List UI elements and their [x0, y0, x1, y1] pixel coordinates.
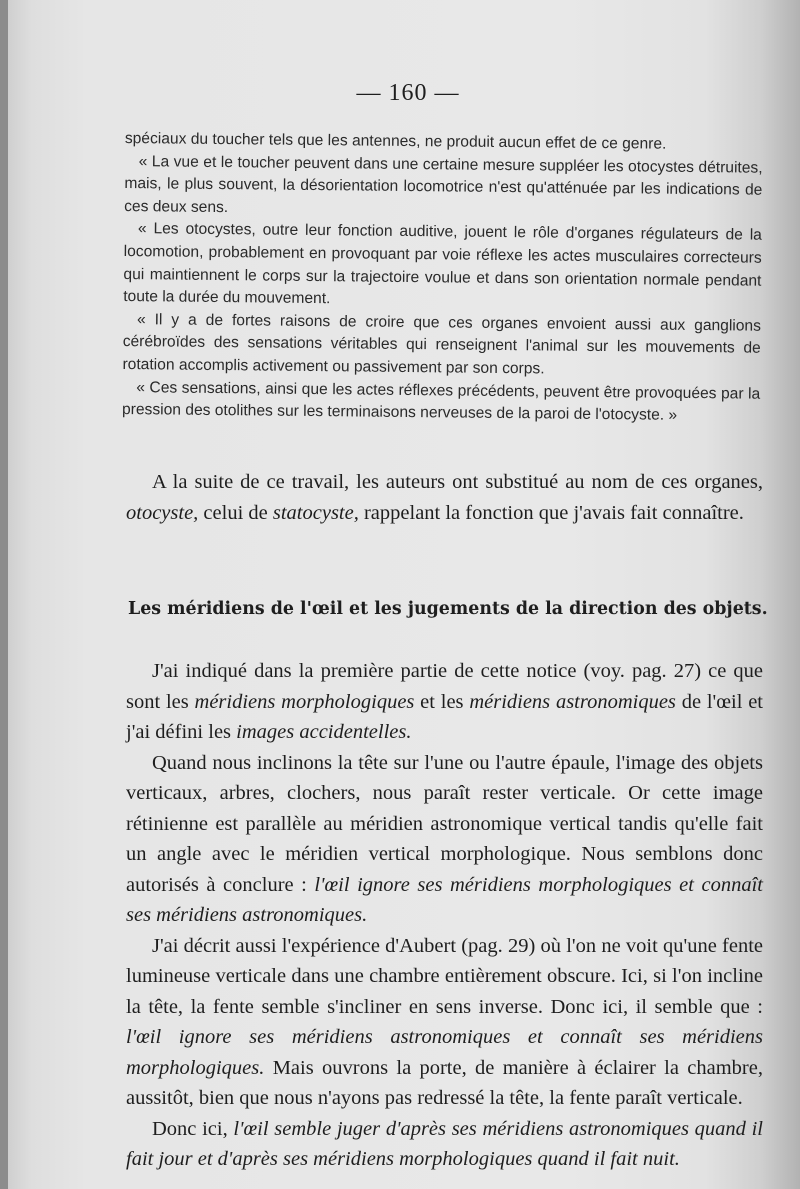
quote-paragraph-2: « La vue et le toucher peuvent dans une certaine mesure suppléer les otocystes détruites, mais, le plus souvent, la désorientation locomotrice n'est qu'atténuée par les indications de ces deux sens. — [124, 152, 763, 216]
italic-text: images accidentelles. — [236, 721, 412, 743]
quote-line-1: spéciaux du toucher tels que les antennes, ne produit aucun effet de ce genre. — [124, 129, 667, 153]
text: Quand nous inclinons la tête sur l'une ou l'autre épaule, l'image des objets verticaux, arbres, clochers, nous paraît rester verticale. Or cette image rétinienne est parallèle au méridien astronomique vertical tandis qu'elle fait un angle avec le méridien vertical morphologique. Nous semblons donc autorisés à conclure : — [126, 751, 763, 896]
paragraph-4 — [126, 1114, 763, 1175]
text: J'ai indiqué dans la première partie de cette notice (voy. pag. 27) ce que sont les — [126, 660, 763, 713]
text: Mais ouvrons la porte, de manière à éclairer la chambre, aussitôt, bien que nous n'ayons pas redressé la tête, la fente paraît verticale. — [126, 1056, 763, 1109]
italic-text: méridiens morphologiques — [194, 690, 415, 713]
section-body — [126, 656, 763, 1175]
text: celui de — [198, 501, 273, 524]
text: A la suite de ce travail, les auteurs ont substitué au nom de ces organes, — [152, 471, 763, 493]
text: Donc ici, — [152, 1117, 234, 1140]
text: de l'œil et j'ai défini les — [126, 690, 763, 743]
paragraph-a-la-suite — [126, 467, 763, 528]
quote-paragraph-4: « Il y a de fortes raisons de croire que ces organes envoient aussi aux ganglions cérébroïdes des sensations véritables qui renseignent l'animal sur les mouvements de rotation accomplis activement ou passivement par son corps. — [122, 310, 762, 378]
paragraph-2 — [126, 748, 763, 931]
page-number: — 160 — — [356, 80, 460, 106]
italic-text: l'œil semble juger d'après ses méridiens astronomiques quand il fait jour et d'après ses méridiens morphologiques quand il fait nuit. — [126, 1117, 763, 1170]
section-heading: Les méridiens de l'œil et les jugements de la direction des objets. — [128, 599, 768, 619]
scanned-page — [8, 0, 800, 1189]
text: J'ai décrit aussi l'expérience d'Aubert (pag. 29) où l'on ne voit qu'une fente lumineuse verticale dans une chambre entièrement obscure. Ici, si l'on incline la tête, la fente semble s'incliner en sens inverse. Donc ici, il semble que : — [126, 934, 763, 1018]
paragraph-1 — [126, 656, 763, 748]
quoted-passage — [122, 128, 763, 428]
text: et les — [414, 690, 470, 713]
italic-text: l'œil ignore ses méridiens morphologiques et connaît ses méridiens astronomiques. — [126, 873, 764, 926]
italic-text: l'œil ignore ses méridiens astronomiques et connaît ses méridiens morphologiques. — [126, 1026, 763, 1079]
italic-text: statocyste, — [272, 501, 359, 524]
quote-paragraph-5: « Ces sensations, ainsi que les actes réflexes précédents, peuvent être provoquées par la pression des otolithes sur les terminaisons nerveuses de la paroi de l'otocyste. » — [121, 378, 761, 424]
italic-text: otocyste, — [126, 501, 199, 524]
text: rappelant la fonction que j'avais fait connaître. — [358, 501, 744, 524]
paragraph-3 — [126, 931, 763, 1114]
italic-text: méridiens astronomiques — [469, 690, 676, 713]
quote-paragraph-3: « Les otocystes, outre leur fonction auditive, jouent le rôle d'organes régulateurs de la locomotion, probablement en provoquant par voie réflexe les actes musculaires correcteurs qui maintiennent le corps sur la trajectoire voulue et dans son orientation normale pendant toute la durée du mouvement. — [123, 220, 762, 308]
